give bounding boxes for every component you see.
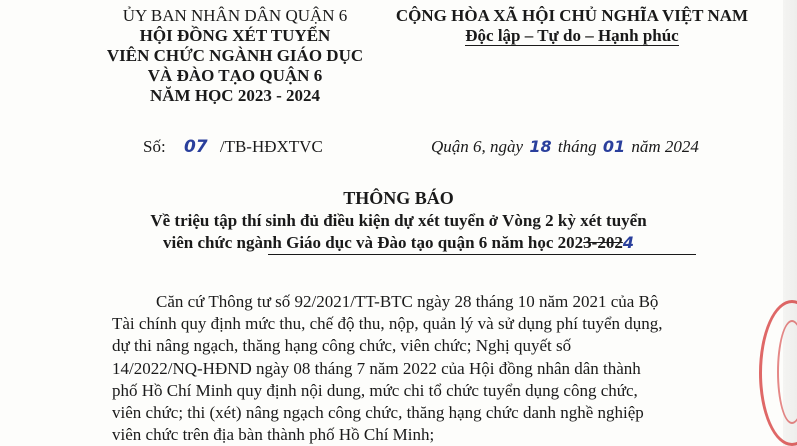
date-day-handwritten: 18 [529,137,552,156]
notice-title: THÔNG BÁO [343,188,454,208]
body-line: Căn cứ Thông tư số 92/2021/TT-BTC ngày 28 tháng 10 năm 2021 của Bộ [156,292,659,311]
body-line: Tài chính quy định mức thu, chế độ thu, nộp, quản lý và sử dụng phí tuyển dụng, [112,314,663,334]
date-month-label: tháng [557,137,597,156]
subtitle-handwritten-digit: 4 [622,233,634,252]
notice-subtitle-line2 [0,232,797,254]
document-number [143,137,323,157]
header-left-council-line3: VÀ ĐÀO TẠO QUẬN 6 [147,66,323,85]
header-left-agency: ỦY BAN NHÂN DÂN QUẬN 6 [122,6,348,25]
header-left [70,6,400,106]
subtitle-struck-year: 3-202 [583,233,623,252]
date-place: Quận 6, ngày [431,137,524,156]
header-right [372,6,772,46]
title-underline [268,254,696,255]
doc-number-suffix: /TB-HĐXTVC [219,137,323,156]
header-left-school-year: NĂM HỌC 2023 - 2024 [150,86,320,105]
doc-number-prefix: Số: [143,137,166,156]
body-paragraph [112,291,752,446]
body-line: viên chức trên địa bàn thành phố Hồ Chí Minh; [112,425,435,445]
notice-subtitle-line1: Về triệu tập thí sinh đủ điều kiện dự xét tuyển ở Vòng 2 kỳ xét tuyển [150,211,647,230]
national-motto: Độc lập – Tự do – Hạnh phúc [465,26,679,45]
body-line: 14/2022/NQ-HĐND ngày 08 tháng 7 năm 2022 của Hội đồng nhân dân thành [112,358,641,378]
body-line: viên chức; thi (xét) nâng ngạch công chức, thăng hạng chức danh nghề nghiệp [112,403,644,423]
header-left-council: HỘI ĐỒNG XÉT TUYỂN [139,26,331,45]
date-year: năm 2024 [631,137,699,156]
date-month-handwritten: 01 [602,137,626,156]
date-line [431,137,699,157]
body-line: dự thi nâng ngạch, thăng hạng công chức, viên chức; Nghị quyết số [112,336,572,356]
subtitle-line2-text: viên chức ngành Giáo dục và Đào tạo quận 6 năm học 202 [163,233,584,252]
doc-number-handwritten: 07 [183,137,208,157]
body-line: phố Hồ Chí Minh quy định nội dung, mức chi tổ chức tuyển dụng công chức, [112,380,638,400]
national-title: CỘNG HÒA XÃ HỘI CHỦ NGHĨA VIỆT NAM [395,6,749,25]
notice-subtitle [0,210,797,254]
header-left-council-line2: VIÊN CHỨC NGÀNH GIÁO DỤC [106,46,364,65]
